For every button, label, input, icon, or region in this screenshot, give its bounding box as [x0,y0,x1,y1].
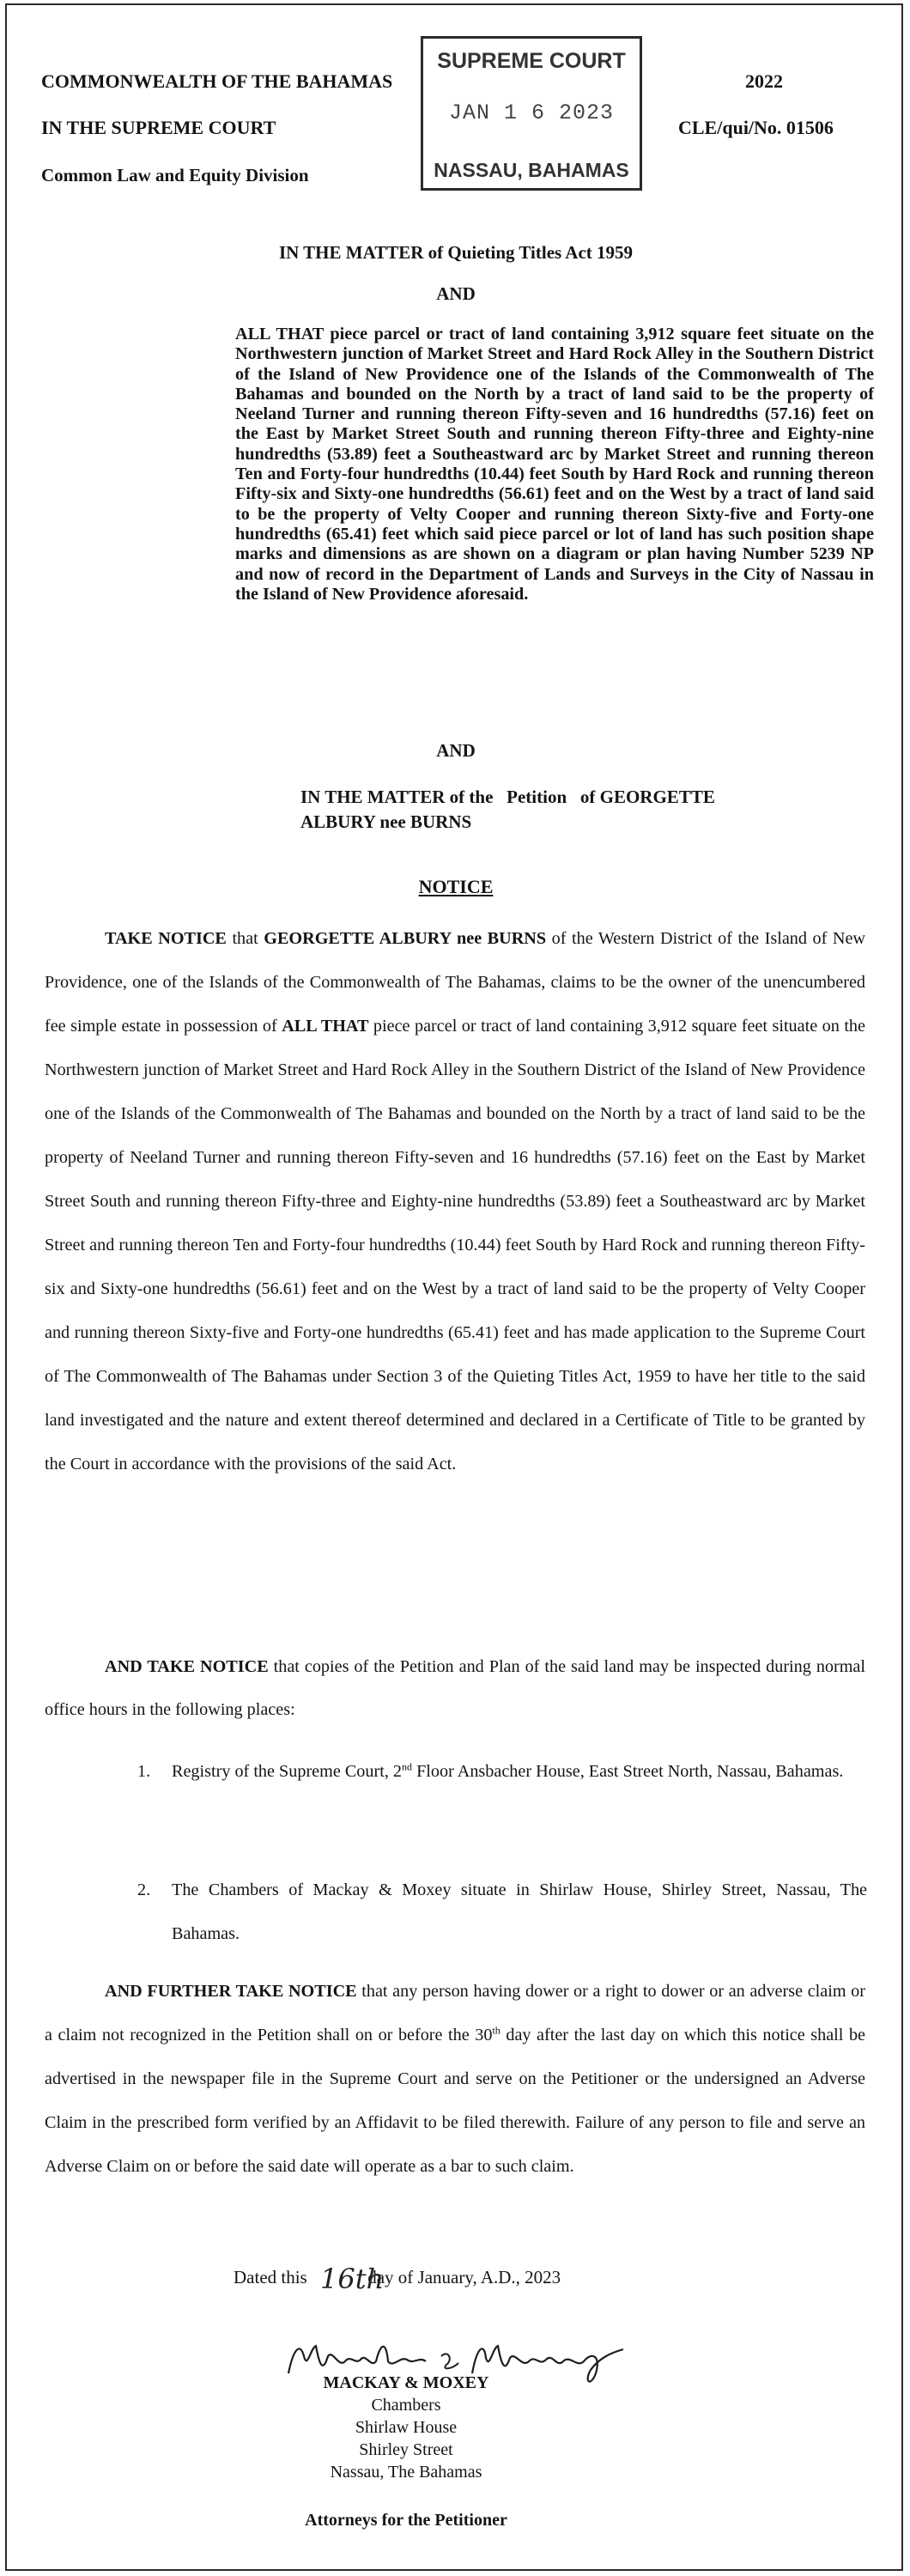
firm-block [7,2372,805,2483]
stamp-date: JAN 1 6 2023 [448,100,615,125]
firm-name: MACKAY & MOXEY [323,2373,489,2392]
notice-paragraph-2: AND TAKE NOTICE that copies of the Petition and Plan of the said land may be inspected during normal office hours in the following places: [45,1657,866,1719]
land-description [235,325,874,605]
notice-title: NOTICE [418,876,494,897]
stamp-court: SUPREME COURT [437,49,626,73]
stamp-location: NASSAU, BAHAMAS [434,159,629,181]
notice-page: COMMONWEALTH OF THE BAHAMAS IN THE SUPREME COURT Common Law and Equity Division 2022 CLE/qui/No. 01506 SUPREME COURT JAN 1 6 2023 NASSAU, BAHAMAS IN THE MATTER of Quieting Titles Act 1959 AND ALL THAT piece parcel or tract of land containing 3,912 square feet situate on the Northwestern junction of Market Street and Hard Rock Alley in the Southern District of the Island of New Providence one of the Islands of the Commonwealth of The Bahamas and bounded on the North by a tract of land said to be the property of Neeland Turner and running thereon Fifty-seven and 16 hundredths (57.16) feet on the East by Market Street South and running thereon Fifty-three and Eighty-nine hundredths (53.89) feet a Southeastward arc by Market Street and running thereon Ten and Forty-four hundredths (10.44) feet South by Hard Rock and running thereon Fifty-six and Sixty-one hundredths (56.61) feet and on the West by a tract of land said to be the property of Velty Cooper and running thereon Sixty-five and Forty-one hundredths (65.41) feet which said piece parcel or lot of land has such position shape marks and dimensions as are shown on a diagram or plan having Number 5239 NP and now of record in the Department of Lands and Surveys in the City of Nassau in the Island of New Providence aforesaid. AND IN THE MATTER of the Petition of GEORGETTE ALBURY nee BURNS NOTICE TAKE NOTICE that GEORGETTE ALBURY nee BURNS of the Western District of the Island of New Providence, one of the Islands of the Commonwealth of The Bahamas, claims to be the owner of the unencumbered fee simple estate in possession of ALL THAT piece parcel or tract of land containing 3,912 square feet situate on the Northwestern junction of Market Street and Hard Rock Alley in the Southern District of the Island of New Providence one of the Islands of the Commonwealth of The Bahamas and bounded on the North by a tract of land said to be the property of Neeland Turner and running thereon Fifty-seven and 16 hundredths (57.16) feet on the East by Market Street South and running thereon Fifty-three and Eighty-nine hundredths (53.89) feet a Southeastward arc by Market Street and running thereon Ten and Forty-four hundredths (10.44) feet South by Hard Rock and running thereon Fifty-six and Sixty-one hundredths (56.61) feet and on the West by a tract of land said to be the property of Velty Cooper and running thereon Sixty-five and Forty-one hundredths (65.41) feet and has made application to the Supreme Court of The Commonwealth of The Bahamas under Section 3 of the Quieting Titles Act, 1959 to have her title to the said land investigated and the nature and extent thereof determined and declared in a Certificate of Title to be granted by the Court in accordance with the provisions of the said Act. AND TAKE NOTICE that copies of the Petition and Plan of the said land may be inspected during normal office hours in the following places: 1. Registry of the Supreme Court, 2nd Floor Ansbacher House, East Street North, Nassau, Bahamas. 2. The Chambers of Mackay & Moxey situate in Shirlaw House, Shirley Street, Nassau, The Bahamas. AND FURTHER TAKE NOTICE that any person having dower or a right to dower or an adverse claim or a claim not recognized in the Petition shall on or before the 30th day after the last day on which this notice shall be advertised in the newspaper file in the Supreme Court and serve on the Petitioner or the undersigned an Adverse Claim in the prescribed form verified by an Affidavit to be filed therewith. Failure of any person to file and serve an Adverse Claim on or before the said date will operate as a bar to such claim. Dated this 16th day of January, A.D., 2023 MACKAY & MOXEY Chambers Shirlaw House Shirley Street Nassau, The Bahamas Attorneys for the Petitioner [5,3,903,2571]
firm-line: Shirlaw House [355,2418,458,2437]
take-notice-lead: TAKE NOTICE [105,929,227,948]
matter-quieting-titles: IN THE MATTER of Quieting Titles Act 1959 [278,242,634,263]
notice-paragraph-3: AND FURTHER TAKE NOTICE that any person having dower or a right to dower or an adverse claim or a claim not recognized in the Petition shall on or before the 30th day after the last day on which this notice shall be advertised in the newspaper file in the Supreme Court and serve on the Petitioner or the undersigned an Adverse Claim in the prescribed form verified by an Affidavit to be filed therewith. Failure of any person to file and serve an Adverse Claim on or before the said date will operate as a bar to such claim. [45,1982,865,2176]
case-number: CLE/qui/No. 01506 [678,117,834,138]
header-year: 2022 [745,70,783,92]
header-commonwealth: COMMONWEALTH OF THE BAHAMAS [41,70,393,92]
and-take-notice-lead: AND TAKE NOTICE [105,1657,269,1676]
and-further-take-notice-lead: AND FURTHER TAKE NOTICE [105,1982,357,2001]
notice-paragraph-1: TAKE NOTICE that GEORGETTE ALBURY nee BURNS of the Western District of the Island of New Providence, one of the Islands of the Commonwealth of The Bahamas, claims to be the owner of the unencumbered fee simple estate in possession of ALL THAT piece parcel or tract of land containing 3,912 square feet situate on the Northwestern junction of Market Street and Hard Rock Alley in the Southern District of the Island of New Providence one of the Islands of the Commonwealth of The Bahamas and bounded on the North by a tract of land said to be the property of Neeland Turner and running thereon Fifty-seven and 16 hundredths (57.16) feet on the East by Market Street South and running thereon Fifty-three and Eighty-nine hundredths (53.89) feet a Southeastward arc by Market Street and running thereon Ten and Forty-four hundredths (10.44) feet South by Hard Rock and running thereon Fifty-six and Sixty-one hundredths (56.61) feet and on the West by a tract of land said to be the property of Velty Cooper and running thereon Sixty-five and Forty-one hundredths (65.41) feet and has made application to the Supreme Court of The Commonwealth of The Bahamas under Section 3 of the Quieting Titles Act, 1959 to have her title to the said land investigated and the nature and extent thereof determined and declared in a Certificate of Title to be granted by the Court in accordance with the provisions of the said Act. [45,929,865,1473]
and-separator-1: AND [436,283,476,304]
land-description-text: ALL THAT piece parcel or tract of land containing 3,912 square feet situate on the Northwestern junction of Market Street and Hard Rock Alley in the Southern District of the Island of New Providence one of the Islands of the Commonwealth of The Bahamas and bounded on the North by a tract of land said to be the property of Neeland Turner and running thereon Fifty-seven and 16 hundredths (57.16) feet on the East by Market Street South and running thereon Fifty-three and Eighty-nine hundredths (53.89) feet a Southeastward arc by Market Street and running thereon Ten and Forty-four hundredths (10.44) feet South by Hard Rock and running thereon Fifty-six and Sixty-one hundredths (56.61) feet and on the West by a tract of land said to be the property of Velty Cooper and running thereon Sixty-five and Forty-one hundredths (65.41) feet which said piece parcel or lot of land has such position shape marks and dimensions as are shown on a diagram or plan having Number 5239 NP and now of record in the Department of Lands and Surveys in the City of Nassau in the Island of New Providence aforesaid. [235,325,874,604]
matter-petition-line1: IN THE MATTER of the Petition of GEORGETTE [300,787,715,807]
matter-petition [300,785,833,835]
header-division: Common Law and Equity Division [41,165,309,185]
firm-line: Shirley Street [359,2440,453,2459]
petitioner-name: GEORGETTE ALBURY nee BURNS [264,929,547,948]
court-filing-stamp [421,36,642,191]
firm-line: Chambers [371,2396,441,2415]
header-court: IN THE SUPREME COURT [41,117,276,138]
matter-petition-line2: ALBURY nee BURNS [300,811,472,832]
and-separator-2: AND [436,740,476,761]
firm-line: Nassau, The Bahamas [330,2463,482,2482]
attorneys-line: Attorneys for the Petitioner [305,2511,507,2530]
dated-line: Dated this 16th day of January, A.D., 2023 [234,2263,561,2295]
handwritten-day: 16th [319,2263,385,2295]
